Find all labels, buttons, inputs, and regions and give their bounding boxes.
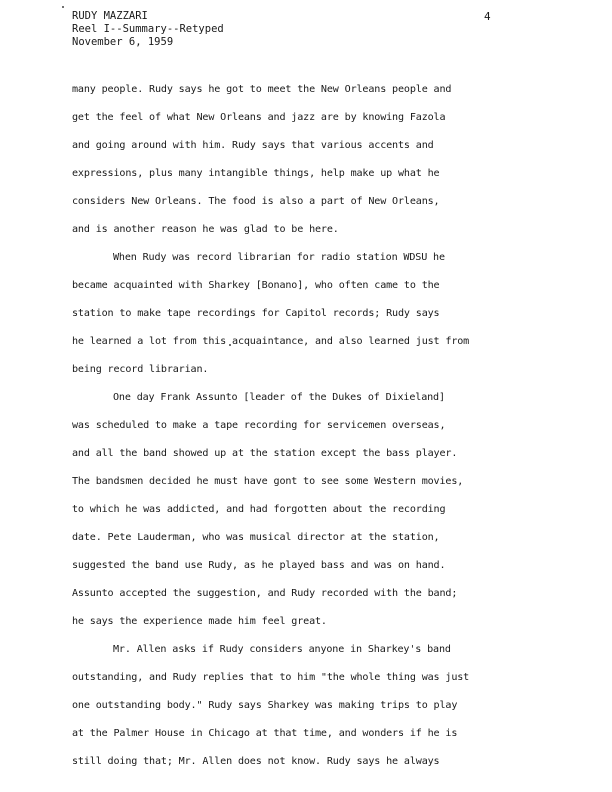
text-line: One day Frank Assunto [leader of the Dukes of Dixieland]	[113, 392, 445, 403]
text-line: Assunto accepted the suggestion, and Rudy recorded with the band;	[72, 588, 458, 599]
text-line: became acquainted with Sharkey [Bonano], who often came to the	[72, 280, 440, 291]
document-header	[72, 10, 224, 49]
text-line: still doing that; Mr. Allen does not know. Rudy says he always	[72, 756, 440, 767]
text-line: he learned a lot from this acquaintance, and also learned just from	[72, 336, 470, 347]
text-line: one outstanding body." Rudy says Sharkey was making trips to play	[72, 700, 458, 711]
interview-date: November 6, 1959	[72, 36, 174, 48]
text-line: When Rudy was record librarian for radio station WDSU he	[113, 252, 445, 263]
text-line: at the Palmer House in Chicago at that time, and wonders if he is	[72, 728, 458, 739]
text-line: considers New Orleans. The food is also a part of New Orleans,	[72, 196, 440, 207]
text-line: suggested the band use Rudy, as he played bass and was on hand.	[72, 560, 446, 571]
text-line: and going around with him. Rudy says that various accents and	[72, 140, 434, 151]
text-line: Mr. Allen asks if Rudy considers anyone in Sharkey's band	[113, 644, 451, 655]
text-line: The bandsmen decided he must have gont to see some Western movies,	[72, 476, 464, 487]
text-line: he says the experience made him feel great.	[72, 616, 327, 627]
text-line: to which he was addicted, and had forgotten about the recording	[72, 504, 446, 515]
interviewee-name: RUDY MAZZARI	[72, 10, 148, 22]
text-line: expressions, plus many intangible things, help make up what he	[72, 168, 440, 179]
scan-speck	[62, 6, 64, 8]
transcript-body	[72, 76, 558, 776]
text-line: and all the band showed up at the station except the bass player.	[72, 448, 458, 459]
text-line: many people. Rudy says he got to meet the New Orleans people and	[72, 84, 452, 95]
text-line: get the feel of what New Orleans and jazz are by knowing Fazola	[72, 112, 446, 123]
text-line: station to make tape recordings for Capitol records; Rudy says	[72, 308, 440, 319]
text-line: outstanding, and Rudy replies that to him "the whole thing was just	[72, 672, 470, 683]
text-line: was scheduled to make a tape recording for servicemen overseas,	[72, 420, 446, 431]
text-line: and is another reason he was glad to be here.	[72, 224, 339, 235]
reel-label: Reel I--Summary--Retyped	[72, 23, 224, 35]
text-line: date. Pete Lauderman, who was musical director at the station,	[72, 532, 440, 543]
text-line: being record librarian.	[72, 364, 209, 375]
page-number: 4	[484, 10, 491, 23]
